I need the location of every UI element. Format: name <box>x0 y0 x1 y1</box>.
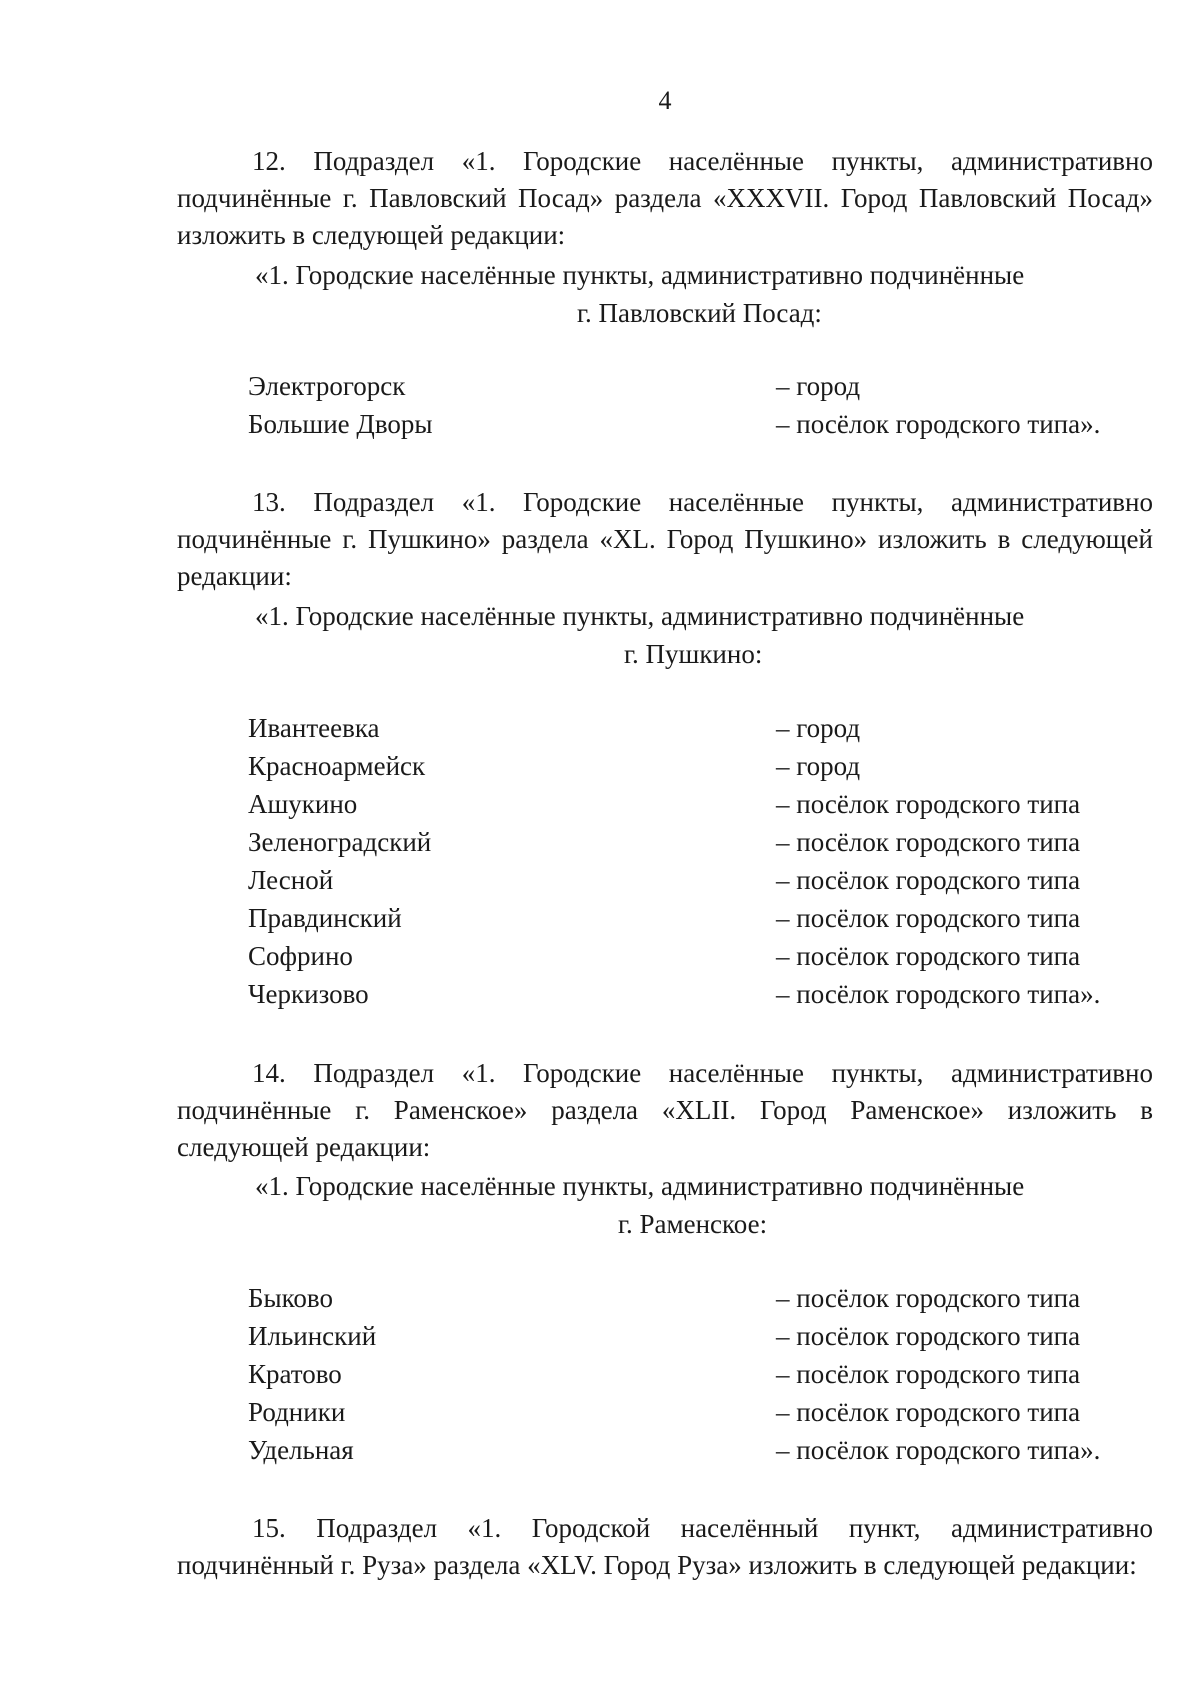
settlement-name: Удельная <box>248 1435 354 1465</box>
settlement-name: Черкизово <box>248 979 369 1009</box>
list-item <box>0 368 1200 405</box>
list-item <box>0 710 1200 747</box>
settlement-type: – посёлок городского типа <box>776 903 1081 933</box>
settlement-type: – город <box>776 751 861 781</box>
settlement-type: – посёлок городского типа <box>776 1397 1081 1427</box>
settlement-type: – посёлок городского типа <box>776 941 1081 971</box>
settlement-type: – город <box>776 371 861 401</box>
subsection-heading-line1: «1. Городские населённые пункты, административно подчинённые <box>255 1171 1025 1201</box>
subsection-heading-line1: «1. Городские населённые пункты, административно подчинённые <box>255 601 1025 631</box>
settlement-type: – посёлок городского типа». <box>776 979 1101 1009</box>
subsection-heading-line2: г. Павловский Посад: <box>577 298 822 328</box>
subsection-heading-line2: г. Раменское: <box>618 1209 768 1239</box>
list-item <box>0 406 1200 443</box>
section-paragraph: 15. Подраздел «1. Городской населённый пункт, административно подчинённый г. Руза» раздела «XLV. Город Руза» изложить в следующей редакции: <box>177 1513 1153 1580</box>
settlement-name: Большие Дворы <box>248 409 433 439</box>
settlement-name: Зеленоградский <box>248 827 432 857</box>
list-item <box>0 1356 1200 1393</box>
settlement-type: – посёлок городского типа <box>776 789 1081 819</box>
settlement-type: – посёлок городского типа <box>776 1321 1081 1351</box>
settlement-type: – город <box>776 713 861 743</box>
settlement-type: – посёлок городского типа <box>776 1359 1081 1389</box>
section-paragraph: 12. Подраздел «1. Городские населённые пункты, административно подчинённые г. Павловский Посад» раздела «XXXVII. Город Павловский Посад» изложить в следующей редакции: <box>177 146 1153 250</box>
settlement-name: Кратово <box>248 1359 342 1389</box>
settlement-type: – посёлок городского типа». <box>776 409 1101 439</box>
page-number: 4 <box>658 86 672 115</box>
list-item <box>0 1280 1200 1317</box>
list-item <box>0 1432 1200 1469</box>
section-paragraph: 13. Подраздел «1. Городские населённые пункты, административно подчинённые г. Пушкино» раздела «XL. Город Пушкино» изложить в следующей редакции: <box>177 487 1153 591</box>
list-item <box>0 1394 1200 1431</box>
list-item <box>0 824 1200 861</box>
settlement-type: – посёлок городского типа <box>776 1283 1081 1313</box>
settlement-type: – посёлок городского типа <box>776 827 1081 857</box>
settlement-name: Софрино <box>248 941 353 971</box>
list-item <box>0 900 1200 937</box>
subsection-heading-line1: «1. Городские населённые пункты, административно подчинённые <box>255 260 1025 290</box>
section-paragraph: 14. Подраздел «1. Городские населённые пункты, административно подчинённые г. Раменское» раздела «XLII. Город Раменское» изложить в следующей редакции: <box>177 1058 1153 1162</box>
subsection-heading-line2: г. Пушкино: <box>624 639 763 669</box>
settlement-type: – посёлок городского типа». <box>776 1435 1101 1465</box>
settlement-name: Ашукино <box>248 789 358 819</box>
settlement-name: Красноармейск <box>248 751 426 781</box>
list-item <box>0 862 1200 899</box>
settlement-name: Ивантеевка <box>248 713 380 743</box>
list-item <box>0 1318 1200 1355</box>
settlement-type: – посёлок городского типа <box>776 865 1081 895</box>
settlement-name: Правдинский <box>248 903 402 933</box>
settlement-name: Лесной <box>248 865 334 895</box>
list-item <box>0 748 1200 785</box>
settlement-name: Родники <box>248 1397 346 1427</box>
settlement-name: Электрогорск <box>248 371 406 401</box>
list-item <box>0 938 1200 975</box>
settlement-name: Быково <box>248 1283 333 1313</box>
settlement-name: Ильинский <box>248 1321 377 1351</box>
list-item <box>0 976 1200 1013</box>
list-item <box>0 786 1200 823</box>
